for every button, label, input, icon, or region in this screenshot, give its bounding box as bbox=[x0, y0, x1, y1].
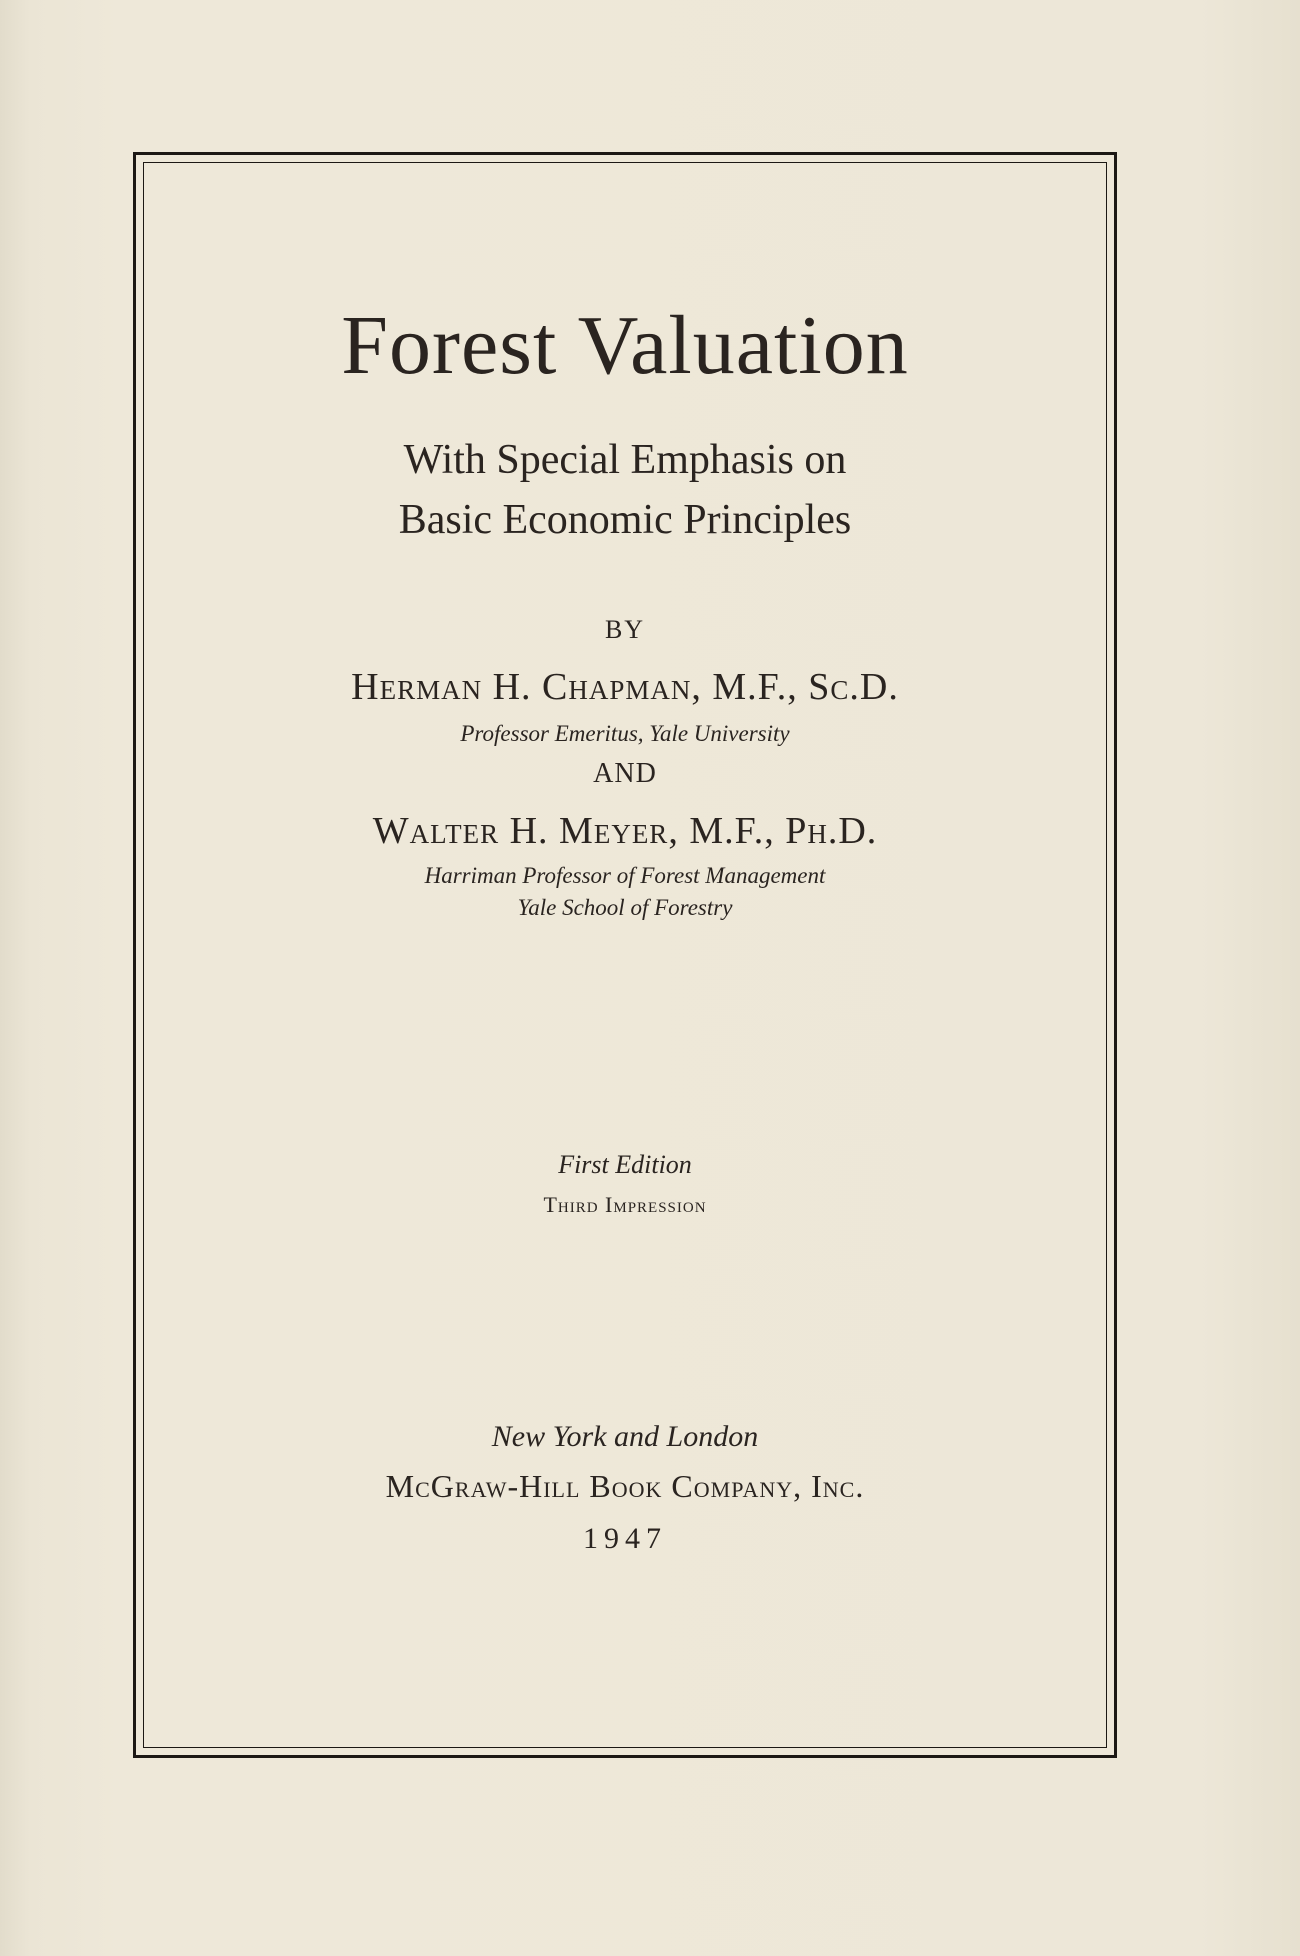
and-label: AND bbox=[593, 758, 657, 789]
publication-year: 1947 bbox=[583, 1522, 667, 1555]
inner-border-frame bbox=[143, 162, 1107, 1748]
by-label: BY bbox=[604, 615, 646, 644]
publisher-name: McGraw-Hill Book Company, Inc. bbox=[385, 1468, 865, 1504]
edition-label: First Edition bbox=[558, 1150, 692, 1179]
publication-place: New York and London bbox=[491, 1420, 759, 1453]
author-1-name: Herman H. Chapman, M.F., Sc.D. bbox=[351, 666, 899, 708]
book-subtitle-line-2: Basic Economic Principles bbox=[398, 497, 852, 543]
author-2-affiliation-line-2: Yale School of Forestry bbox=[517, 895, 733, 920]
impression-label: Third Impression bbox=[543, 1192, 707, 1217]
author-1-affiliation: Professor Emeritus, Yale University bbox=[460, 721, 790, 746]
author-2-affiliation-line-1: Harriman Professor of Forest Management bbox=[424, 863, 826, 888]
book-subtitle-line-1: With Special Emphasis on bbox=[403, 437, 847, 483]
author-2-name: Walter H. Meyer, M.F., Ph.D. bbox=[372, 810, 878, 852]
book-title: Forest Valuation bbox=[341, 299, 909, 392]
